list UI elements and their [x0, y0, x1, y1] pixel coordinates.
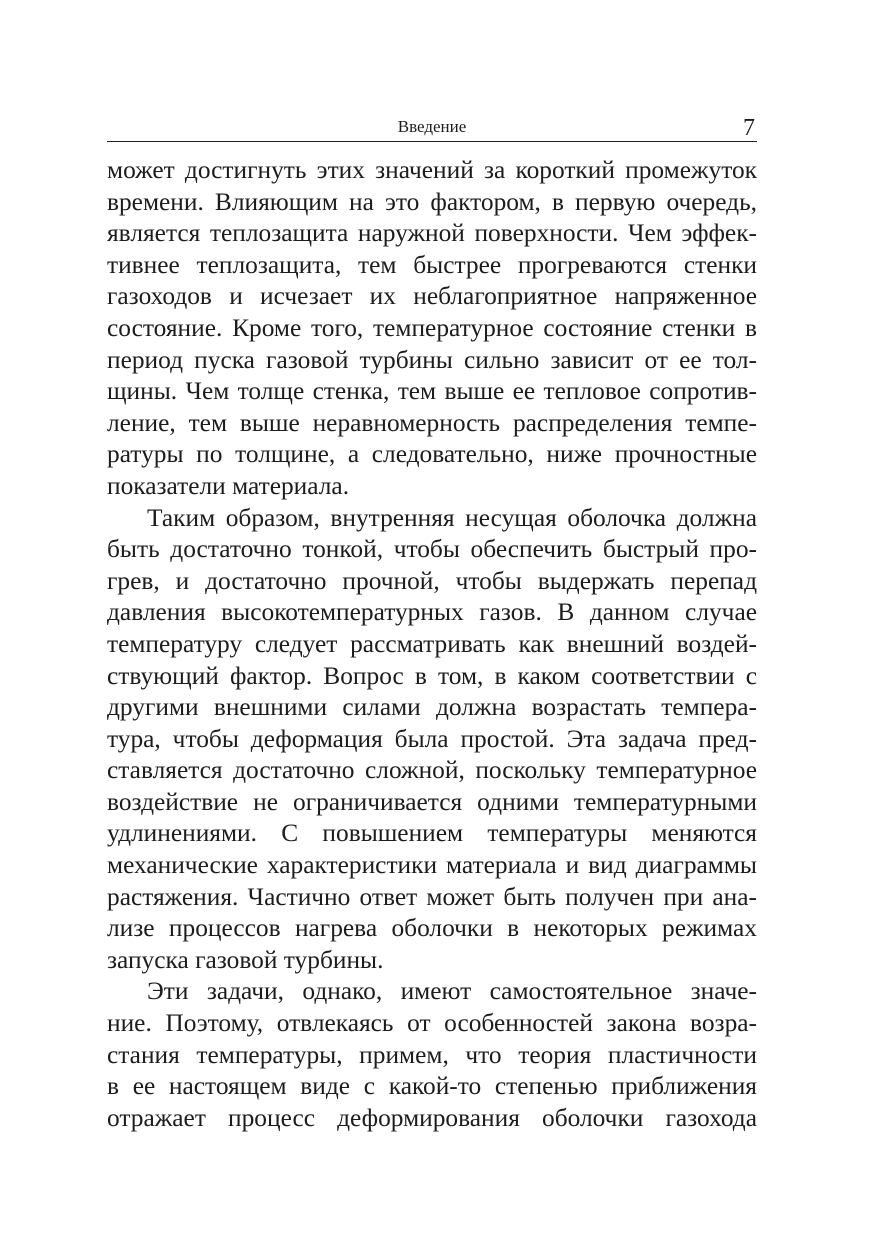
- text-line: отражает процесс деформирования оболочки газохода: [107, 1103, 757, 1132]
- text-line: показатели материала.: [107, 471, 350, 500]
- text-line: стания температуры, примем, что теория пластичности: [107, 1040, 757, 1069]
- text-line: Таким образом, внутренняя несущая оболочка должна: [147, 503, 757, 532]
- text-line: температуру следует рассматривать как внешний воздей-: [107, 629, 757, 658]
- text-line: растяжения. Частично ответ может быть получен при ана-: [107, 882, 757, 911]
- body-text: [107, 155, 757, 1134]
- paragraph-2: [107, 503, 757, 977]
- paragraph-1: [107, 155, 757, 503]
- page-number: 7: [743, 115, 755, 141]
- text-line: ствующий фактор. Вопрос в том, в каком соответствии с: [107, 661, 757, 690]
- text-line: состояние. Кроме того, температурное состояние стенки в: [107, 313, 757, 342]
- running-header: [107, 112, 757, 142]
- text-line: ставляется достаточно сложной, поскольку температурное: [107, 756, 757, 785]
- paragraph-3: [107, 976, 757, 1134]
- text-line: времени. Влияющим на это фактором, в первую очередь,: [107, 187, 757, 216]
- text-line: ние. Поэтому, отвлекаясь от особенностей закона возра-: [107, 1009, 757, 1038]
- text-line: тура, чтобы деформация была простой. Эта задача пред-: [107, 724, 757, 753]
- text-line: ление, тем выше неравномерность распределения темпе-: [107, 408, 757, 437]
- text-line: лизе процессов нагрева оболочки в некоторых режимах: [107, 914, 757, 943]
- text-line: другими внешними силами должна возрастать темпера-: [107, 693, 757, 722]
- section-title: Введение: [397, 117, 467, 136]
- text-line: Эти задачи, однако, имеют самостоятельное значе-: [147, 977, 757, 1006]
- text-line: может достигнуть этих значений за короткий промежуток: [107, 156, 757, 184]
- text-line: запуска газовой турбины.: [107, 945, 384, 974]
- text-line: ратуры по толщине, а следовательно, ниже прочностные: [107, 440, 757, 469]
- text-line: быть достаточно тонкой, чтобы обеспечить быстрый про-: [107, 535, 757, 564]
- text-line: грев, и достаточно прочной, чтобы выдержать перепад: [107, 566, 757, 595]
- text-line: является теплозащита наружной поверхности. Чем эффек-: [107, 219, 757, 248]
- header-rule: [107, 141, 757, 142]
- text-line: удлинениями. С повышением температуры меняются: [107, 819, 757, 848]
- text-line: тивнее теплозащита, тем быстрее прогреваются стенки: [107, 250, 757, 279]
- text-line: воздействие не ограничивается одними температурными: [107, 787, 757, 816]
- text-line: щины. Чем толще стенка, тем выше ее тепловое сопротив-: [107, 377, 757, 406]
- text-line: период пуска газовой турбины сильно зависит от ее тол-: [107, 345, 757, 374]
- text-line: газоходов и исчезает их неблагоприятное напряженное: [107, 282, 757, 311]
- text-line: механические характеристики материала и вид диаграммы: [107, 851, 757, 880]
- text-line: давления высокотемпературных газов. В данном случае: [107, 598, 757, 627]
- text-line: в ее настоящем виде с какой-то степенью приближения: [107, 1072, 757, 1101]
